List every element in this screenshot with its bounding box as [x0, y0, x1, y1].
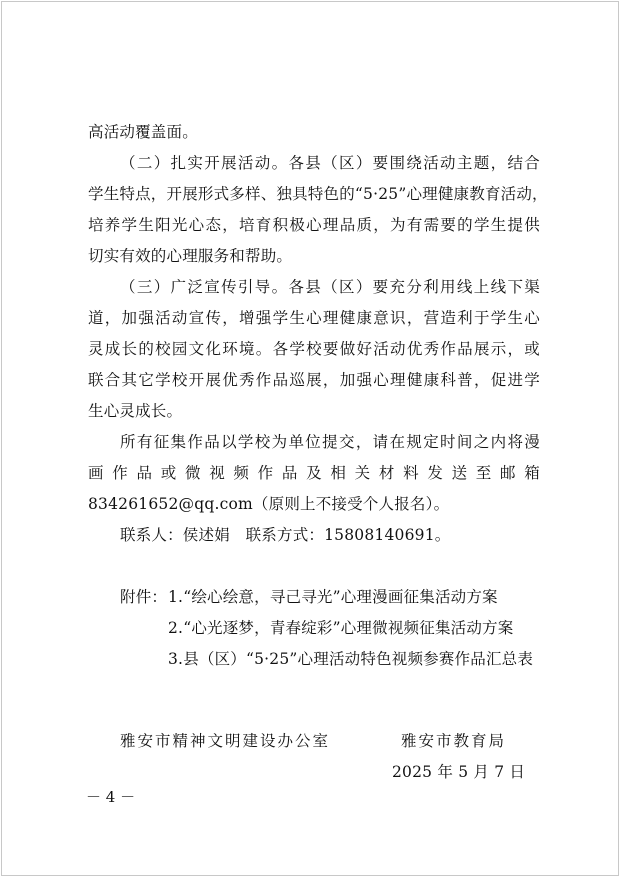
- section-2-line-1: （二）扎实开展活动。各县（区）要围绕活动主题，结合: [120, 154, 540, 172]
- signature-org-1: 雅安市精神文明建设办公室: [120, 732, 331, 750]
- attachments-label: 附件：: [120, 588, 168, 606]
- section-3-line-2: 道，加强活动宣传，增强学生心理健康意识，营造利于学生心: [88, 309, 540, 327]
- submission-line-3: 834261652@qq.com（原则上不接受个人报名）。: [88, 495, 450, 513]
- submission-line-2: 画作品或微视频作品及相关材料发送至邮箱: [88, 464, 540, 482]
- section-2-line-3: 培养学生阳光心态，培育积极心理品质，为有需要的学生提供: [88, 216, 540, 234]
- attachment-item-2: 2.“心光逐梦，青春绽彩”心理微视频征集活动方案: [168, 619, 514, 637]
- section-3-line-5: 生心灵成长。: [88, 402, 183, 420]
- attachment-item-3: 3.县（区）“5·25”心理活动特色视频参赛作品汇总表: [168, 650, 534, 668]
- section-2-line-4: 切实有效的心理服务和帮助。: [88, 247, 293, 265]
- attachment-item-1: 1.“绘心绘意，寻己寻光”心理漫画征集活动方案: [168, 588, 498, 606]
- signature-date: 2025 年 5 月 7 日: [392, 763, 526, 781]
- page-number: － 4 －: [86, 788, 136, 806]
- section-3-line-3: 灵成长的校园文化环境。各学校要做好活动优秀作品展示，或: [88, 340, 540, 358]
- submission-line-1: 所有征集作品以学校为单位提交，请在规定时间之内将漫: [120, 433, 540, 451]
- signature-org-2: 雅安市教育局: [401, 732, 507, 750]
- section-3-line-4: 联合其它学校开展优秀作品巡展，加强心理健康科普，促进学: [88, 371, 540, 389]
- section-3-line-1: （三）广泛宣传引导。各县（区）要充分利用线上线下渠: [120, 278, 540, 296]
- contact-line: 联系人：侯述娟 联系方式：15808140691。: [120, 526, 451, 544]
- paragraph-continuation: 高活动覆盖面。: [88, 123, 198, 141]
- document-page: [1, 1, 619, 876]
- section-2-line-2: 学生特点，开展形式多样、独具特色的“5·25”心理健康教育活动，: [88, 185, 548, 203]
